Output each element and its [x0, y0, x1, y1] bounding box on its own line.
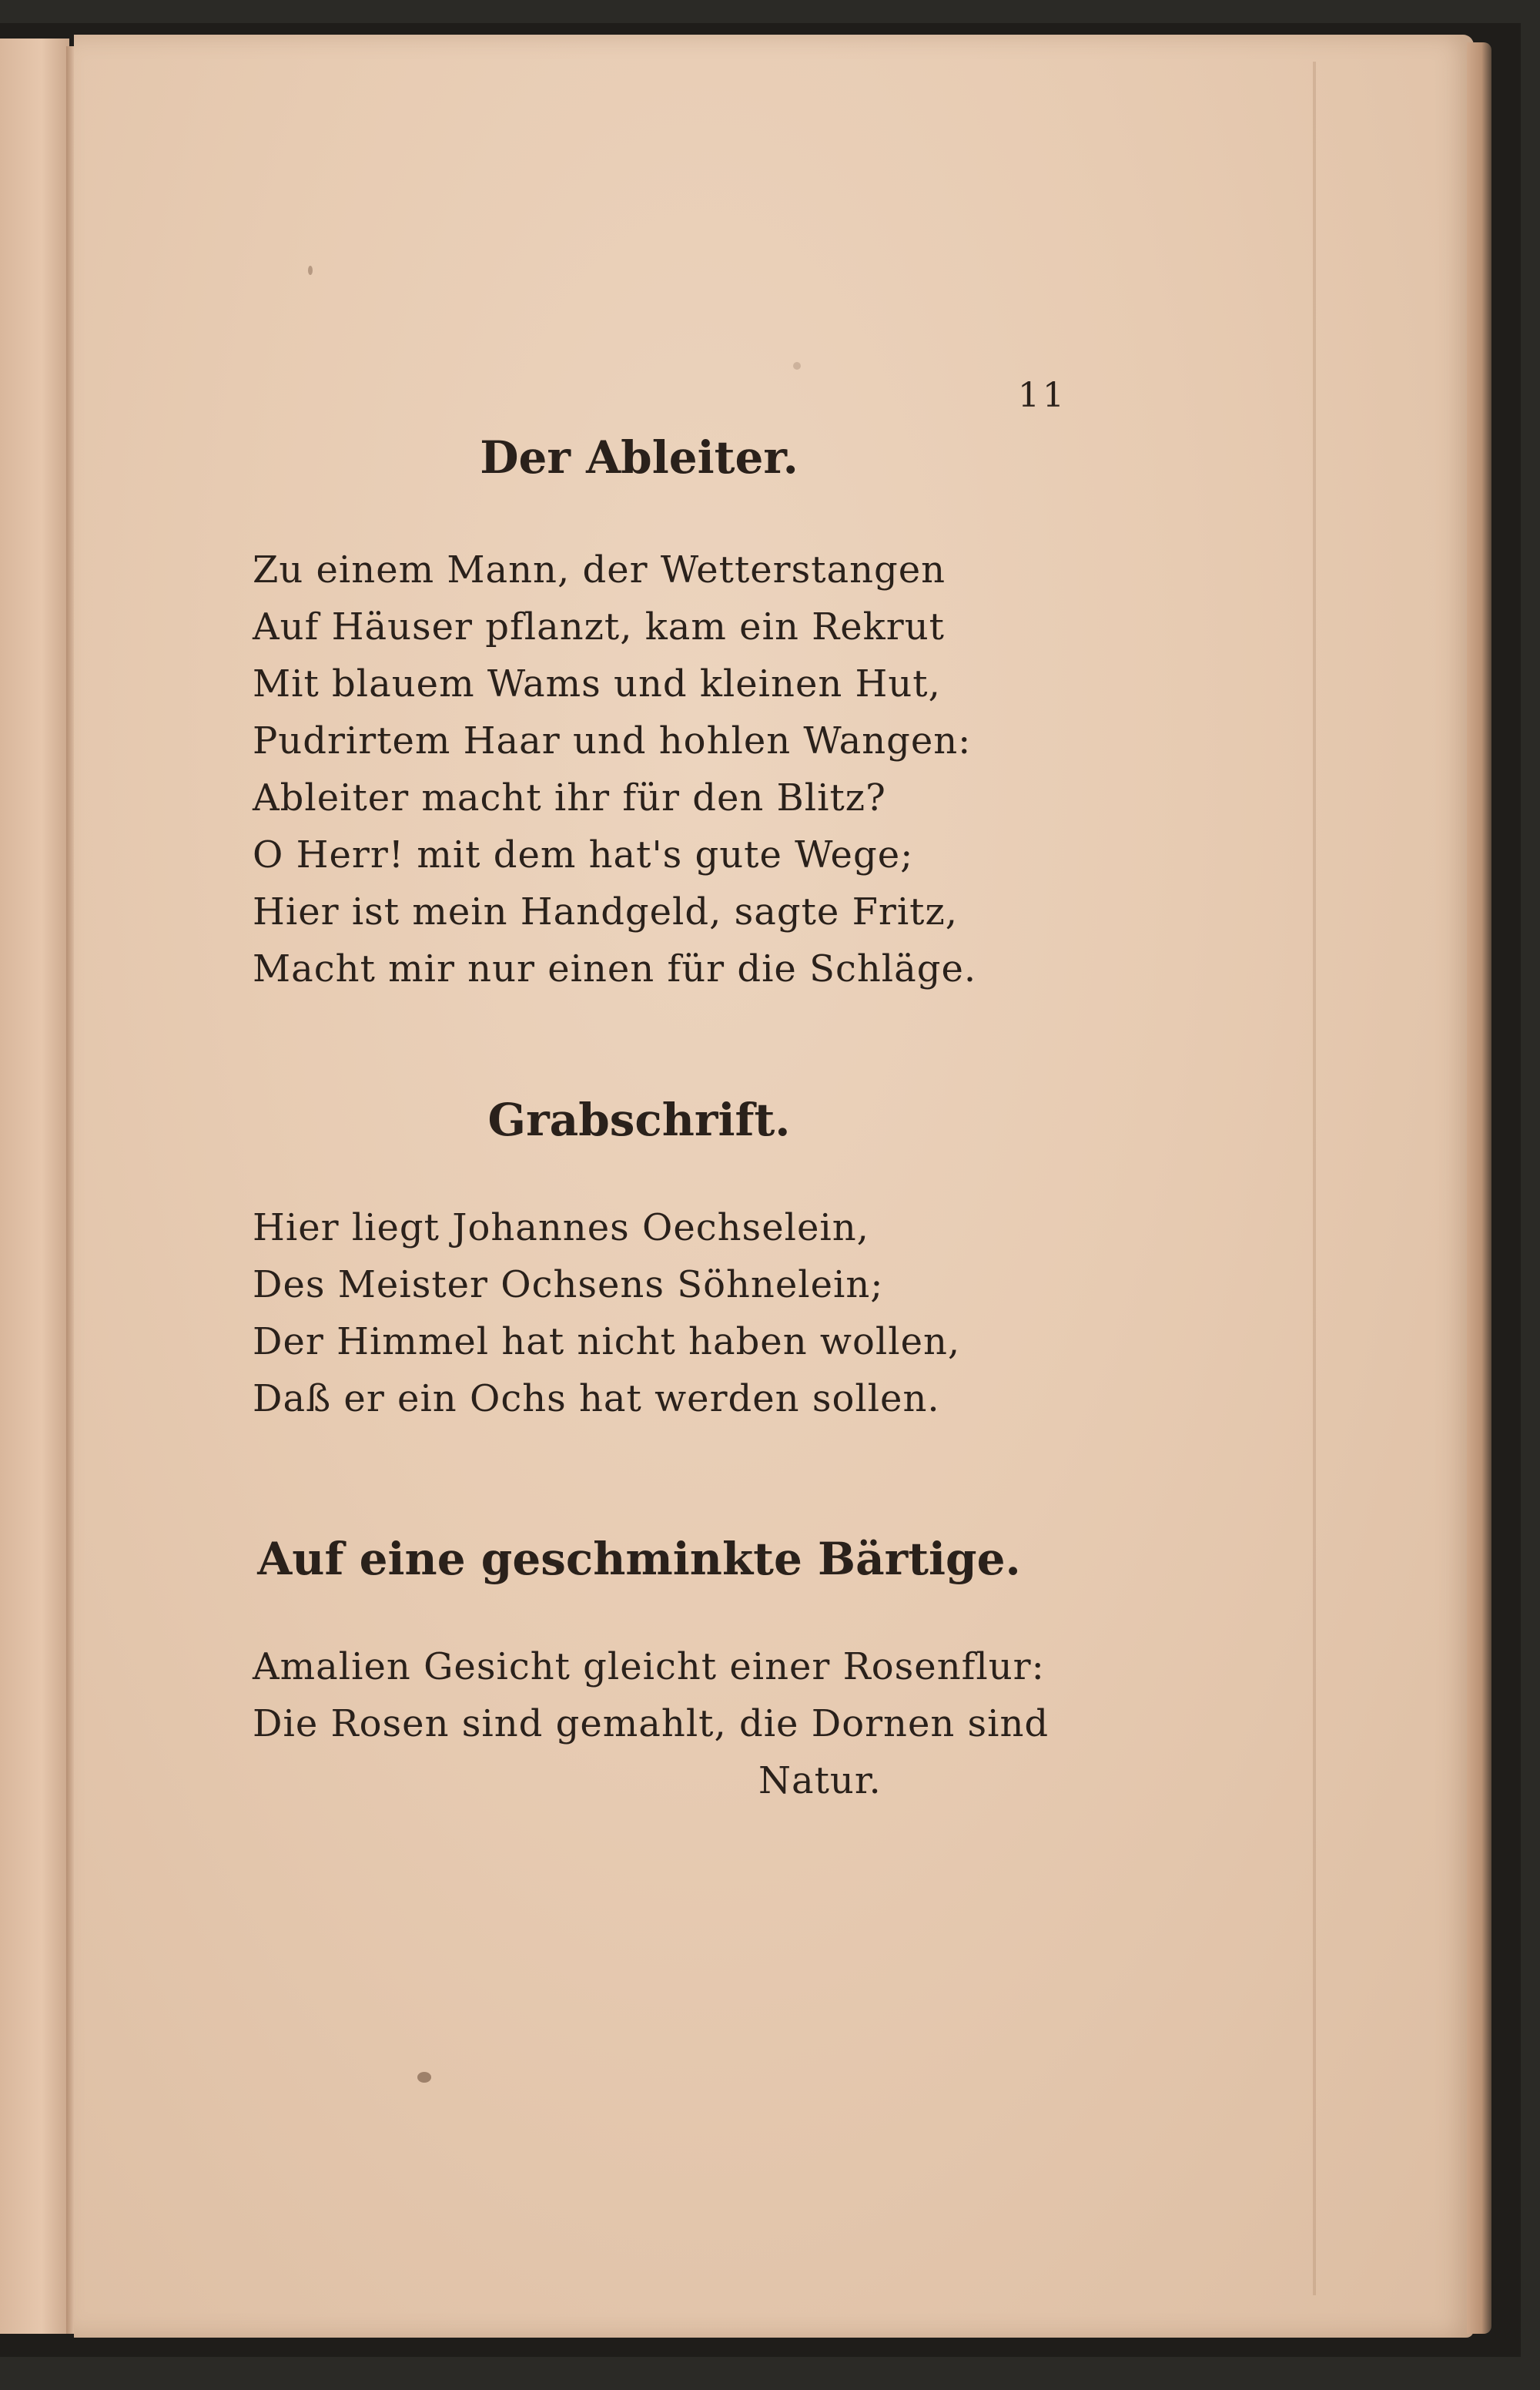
poem-title: Auf eine geschminkte Bärtige. — [257, 1533, 1021, 1585]
paper-stain — [793, 362, 801, 370]
poem-line: O Herr! mit dem hat's gute Wege; — [253, 833, 914, 877]
left-page-edge — [0, 39, 69, 2334]
poem-line: Daß er ein Ochs hat werden sollen. — [253, 1377, 940, 1420]
poem-line: Auf Häuser pflanzt, kam ein Rekrut — [253, 605, 945, 649]
paper-stain — [417, 2072, 431, 2083]
poem-line: Amalien Gesicht gleicht einer Rosenflur: — [253, 1645, 1045, 1688]
poem-line: Natur. — [758, 1759, 882, 1802]
page-number: 11 — [1018, 376, 1067, 415]
paper-stain — [308, 266, 313, 275]
poem-line: Macht mir nur einen für die Schläge. — [253, 947, 977, 991]
page-fold — [1313, 62, 1316, 2295]
poem-line: Zu einem Mann, der Wetterstangen — [253, 548, 946, 592]
poem-line: Pudrirtem Haar und hohlen Wangen: — [253, 719, 972, 763]
book-page — [74, 35, 1474, 2338]
poem-line: Hier ist mein Handgeld, sagte Fritz, — [253, 890, 959, 934]
poem-line: Ableiter macht ihr für den Blitz? — [253, 776, 886, 820]
page-edges — [1467, 42, 1491, 2334]
poem-line: Mit blauem Wams und kleinen Hut, — [253, 662, 941, 706]
poem-line: Die Rosen sind gemahlt, die Dornen sind — [253, 1702, 1050, 1745]
poem-line: Des Meister Ochsens Söhnelein; — [253, 1263, 884, 1306]
poem-line: Hier liegt Johannes Oechselein, — [253, 1206, 869, 1249]
poem-title: Grabschrift. — [487, 1094, 791, 1146]
poem-title: Der Ableiter. — [480, 431, 798, 484]
poem-line: Der Himmel hat nicht haben wollen, — [253, 1320, 961, 1363]
